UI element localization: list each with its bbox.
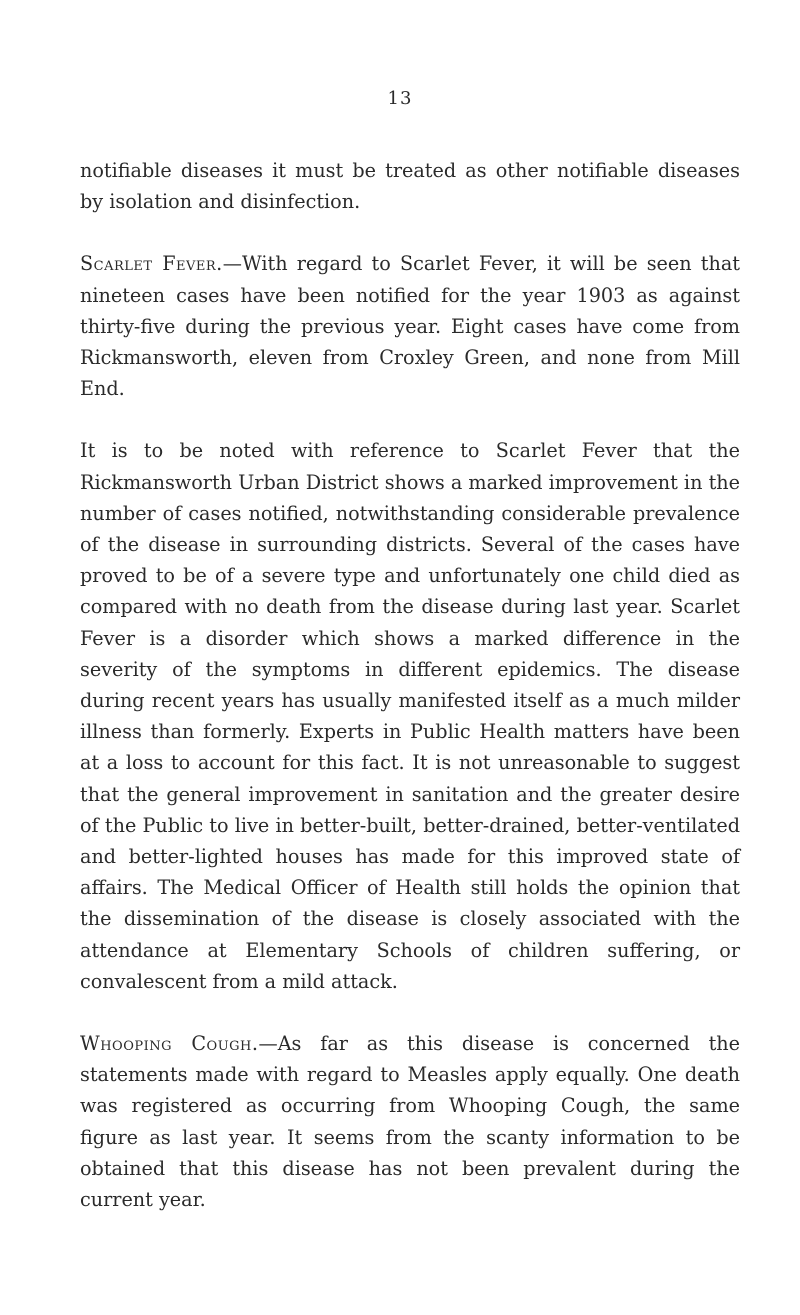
paragraph-scarlet-fever xyxy=(80,248,740,404)
body-text xyxy=(80,155,740,1246)
paragraph-scarlet-fever-notes xyxy=(80,435,740,997)
section-heading-whooping-cough: Whooping Cough. xyxy=(80,1032,259,1056)
section-heading-scarlet-fever: Scarlet Fever. xyxy=(80,252,223,276)
paragraph-text: notifiable diseases it must be treated as other notifiable diseases by isolation and disinfection. xyxy=(80,159,740,214)
paragraph-continuation xyxy=(80,155,740,217)
paragraph-text: —As far as this disease is concerned the statements made with regard to Measles apply equally. One death was registered as occurring from Whooping Cough, the same figure as last year. It seems from the scanty information to be obtained that this disease has not been prevalent during the current year. xyxy=(80,1032,741,1212)
paragraph-whooping-cough xyxy=(80,1028,740,1215)
paragraph-text: It is to be noted with reference to Scarlet Fever that the Rickmansworth Urban District shows a marked improvement in the number of cases notified, notwithstanding considerable prevalence of the disease in surrounding districts. Several of the cases have proved to be of a severe type and unfortunately one child died as compared with no death from the disease during last year. Scarlet Fever is a disorder which shows a marked difference in the severity of the symptoms in different epidemics. The disease during recent years has usually manifested itself as a much milder illness than formerly. Experts in Public Health matters have been at a loss to account for this fact. It is not unreasonable to suggest that the general improvement in sanitation and the greater desire of the Public to live in better-built, better-drained, better-ventilated and better-lighted houses has made for this improved state of affairs. The Medical Officer of Health still holds the opinion that the dissemination of the disease is closely associated with the attendance at Elementary Schools of children suffering, or convalescent from a mild attack. xyxy=(80,439,740,993)
page-number: 13 xyxy=(387,88,413,109)
paragraph-text: —With regard to Scarlet Fever, it will be seen that nineteen cases have been notified for the year 1903 as against thirty-five during the previous year. Eight cases have come from Rickmansworth, eleven from Croxley Green, and none from Mill End. xyxy=(80,252,740,401)
